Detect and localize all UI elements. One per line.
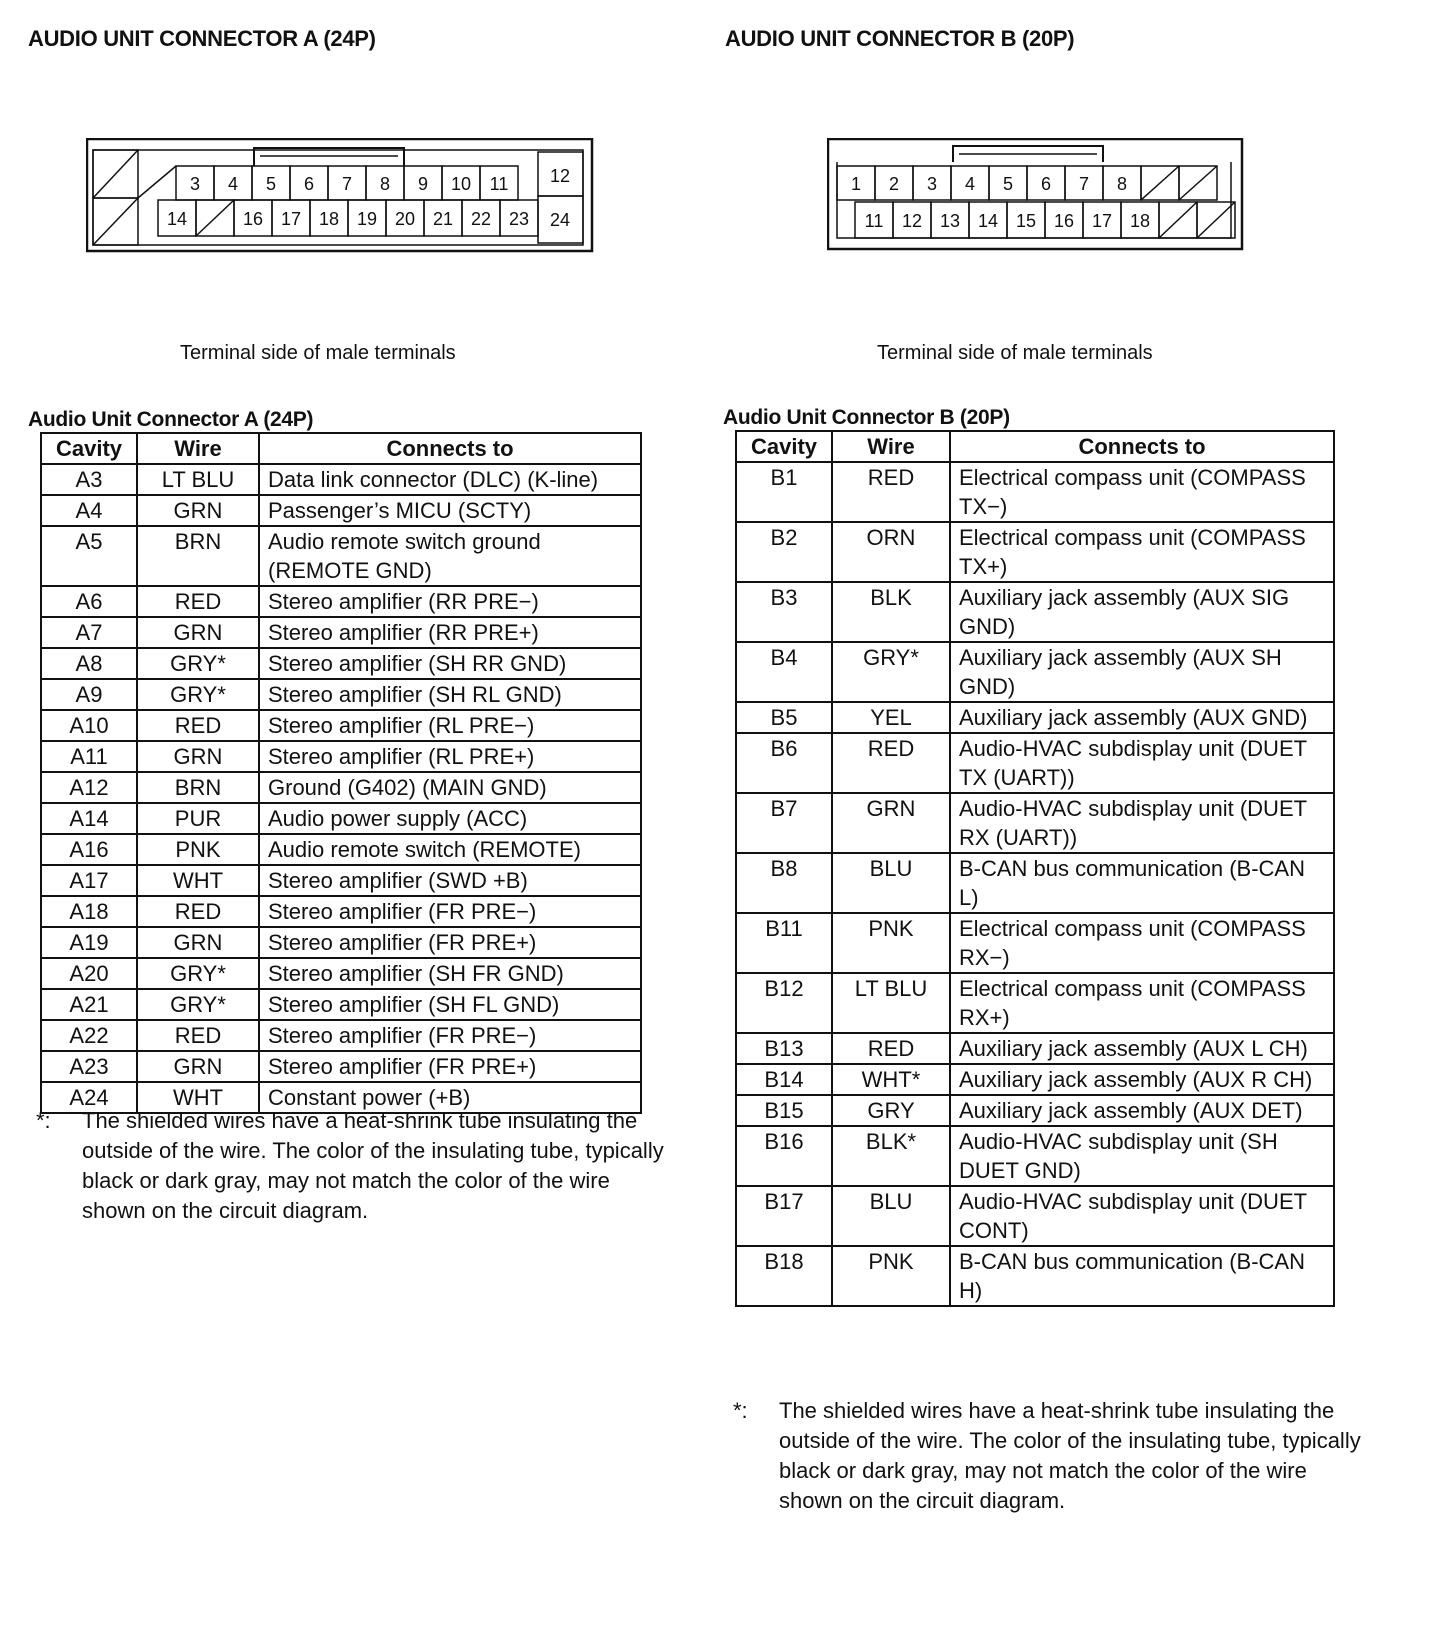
table-row <box>41 1020 641 1051</box>
pin-a12: 12 <box>550 166 571 186</box>
cavity-cell: B6 <box>736 733 832 793</box>
pin-a6: 6 <box>303 174 315 194</box>
cavity-cell: A22 <box>41 1020 137 1051</box>
pin-a10: 10 <box>450 174 472 194</box>
wire-cell: PNK <box>832 1246 950 1306</box>
cavity-cell: B3 <box>736 582 832 642</box>
pin-b15: 15 <box>1015 211 1037 231</box>
table-row <box>736 582 1334 642</box>
wire-cell: GRY <box>832 1095 950 1126</box>
cavity-cell: A9 <box>41 679 137 710</box>
col-connects-to: Connects to <box>950 431 1334 462</box>
wire-cell: RED <box>832 462 950 522</box>
wire-cell: GRN <box>137 617 259 648</box>
pin-a5: 5 <box>265 174 277 194</box>
table-row <box>41 617 641 648</box>
cavity-cell: B18 <box>736 1246 832 1306</box>
wire-cell: GRN <box>832 793 950 853</box>
connects-to-cell: Stereo amplifier (SH RL GND) <box>259 679 641 710</box>
connects-to-cell: Stereo amplifier (SH RR GND) <box>259 648 641 679</box>
connector-a-top-row <box>176 166 518 200</box>
table-row <box>41 896 641 927</box>
cavity-cell: B12 <box>736 973 832 1033</box>
wire-cell: RED <box>137 896 259 927</box>
connects-to-cell: Audio-HVAC subdisplay unit (DUET CONT) <box>950 1186 1334 1246</box>
connects-to-cell: Auxiliary jack assembly (AUX SH GND) <box>950 642 1334 702</box>
pin-a23: 23 <box>508 209 530 229</box>
table-b-title: Audio Unit Connector B (20P) <box>723 406 1010 429</box>
connects-to-cell: Electrical compass unit (COMPASS TX−) <box>950 462 1334 522</box>
connects-to-cell: Auxiliary jack assembly (AUX DET) <box>950 1095 1334 1126</box>
pin-b2: 2 <box>888 174 900 194</box>
connects-to-cell: Stereo amplifier (FR PRE−) <box>259 896 641 927</box>
wire-cell: GRN <box>137 1051 259 1082</box>
cavity-cell: A3 <box>41 464 137 495</box>
cavity-cell: A8 <box>41 648 137 679</box>
pin-b5: 5 <box>1002 174 1014 194</box>
connects-to-cell: Constant power (+B) <box>259 1082 641 1113</box>
pin-a18: 18 <box>318 209 340 229</box>
table-row <box>736 793 1334 853</box>
connector-b-top-row <box>837 166 1217 200</box>
connects-to-cell: Ground (G402) (MAIN GND) <box>259 772 641 803</box>
table-row <box>41 586 641 617</box>
table-row <box>41 865 641 896</box>
connector-b-caption: Terminal side of male terminals <box>877 342 1153 364</box>
table-row <box>41 989 641 1020</box>
wire-cell: GRN <box>137 741 259 772</box>
table-row <box>41 834 641 865</box>
connects-to-cell: B-CAN bus communication (B-CAN H) <box>950 1246 1334 1306</box>
cavity-cell: A18 <box>41 896 137 927</box>
connects-to-cell: Passenger’s MICU (SCTY) <box>259 495 641 526</box>
cavity-cell: B11 <box>736 913 832 973</box>
table-row <box>41 772 641 803</box>
table-row <box>41 958 641 989</box>
pin-b17: 17 <box>1091 211 1113 231</box>
connects-to-cell: Stereo amplifier (RR PRE−) <box>259 586 641 617</box>
wire-cell: BLU <box>832 1186 950 1246</box>
col-wire: Wire <box>137 433 259 464</box>
connector-a-diagram <box>86 138 596 256</box>
wire-cell: RED <box>137 586 259 617</box>
table-row <box>736 642 1334 702</box>
pin-a24: 24 <box>550 210 571 230</box>
connects-to-cell: Stereo amplifier (SWD +B) <box>259 865 641 896</box>
connects-to-cell: B-CAN bus communication (B-CAN L) <box>950 853 1334 913</box>
footnote-b <box>733 1396 1363 1516</box>
pin-b18: 18 <box>1129 211 1151 231</box>
connects-to-cell: Audio remote switch (REMOTE) <box>259 834 641 865</box>
cavity-cell: A19 <box>41 927 137 958</box>
connects-to-cell: Auxiliary jack assembly (AUX SIG GND) <box>950 582 1334 642</box>
cavity-cell: A17 <box>41 865 137 896</box>
wire-cell: LT BLU <box>832 973 950 1033</box>
pin-a20: 20 <box>394 209 416 229</box>
cavity-cell: B4 <box>736 642 832 702</box>
connects-to-cell: Stereo amplifier (RL PRE+) <box>259 741 641 772</box>
pin-b1: 1 <box>850 174 862 194</box>
pin-a21: 21 <box>432 209 454 229</box>
connects-to-cell: Audio-HVAC subdisplay unit (DUET TX (UART)) <box>950 733 1334 793</box>
pin-b11: 11 <box>864 211 884 231</box>
pin-b6: 6 <box>1040 174 1052 194</box>
footnote-b-mark: *: <box>733 1398 748 1423</box>
wire-cell: LT BLU <box>137 464 259 495</box>
table-row <box>41 710 641 741</box>
table-row <box>41 927 641 958</box>
col-connects-to: Connects to <box>259 433 641 464</box>
connector-a-caption: Terminal side of male terminals <box>180 342 456 364</box>
connects-to-cell: Electrical compass unit (COMPASS TX+) <box>950 522 1334 582</box>
col-cavity: Cavity <box>736 431 832 462</box>
cavity-cell: B16 <box>736 1126 832 1186</box>
connects-to-cell: Stereo amplifier (SH FL GND) <box>259 989 641 1020</box>
cavity-cell: B14 <box>736 1064 832 1095</box>
cavity-cell: B1 <box>736 462 832 522</box>
table-row <box>736 522 1334 582</box>
wire-cell: BRN <box>137 526 259 586</box>
table-a-title: Audio Unit Connector A (24P) <box>28 408 314 431</box>
table-row <box>736 853 1334 913</box>
wire-cell: PUR <box>137 803 259 834</box>
cavity-cell: B15 <box>736 1095 832 1126</box>
pin-b8: 8 <box>1116 174 1128 194</box>
cavity-cell: B13 <box>736 1033 832 1064</box>
cavity-cell: A11 <box>41 741 137 772</box>
pin-a14: 14 <box>166 209 188 229</box>
table-row <box>41 464 641 495</box>
table-row <box>736 733 1334 793</box>
wire-cell: BLK* <box>832 1126 950 1186</box>
table-row <box>736 1095 1334 1126</box>
col-cavity: Cavity <box>41 433 137 464</box>
cavity-cell: A14 <box>41 803 137 834</box>
table-row <box>736 973 1334 1033</box>
table-row <box>41 741 641 772</box>
table-row <box>736 702 1334 733</box>
connects-to-cell: Audio remote switch ground (REMOTE GND) <box>259 526 641 586</box>
wire-cell: WHT* <box>832 1064 950 1095</box>
table-row <box>41 648 641 679</box>
table-row <box>41 495 641 526</box>
footnote-b-text: The shielded wires have a heat-shrink tube insulating the outside of the wire. The color of the insulating tube, typically black or dark gray, may not match the color of the wire shown on the circuit diagram. <box>779 1398 1361 1513</box>
connects-to-cell: Stereo amplifier (SH FR GND) <box>259 958 641 989</box>
cavity-cell: A12 <box>41 772 137 803</box>
connects-to-cell: Audio power supply (ACC) <box>259 803 641 834</box>
cavity-cell: B8 <box>736 853 832 913</box>
connects-to-cell: Stereo amplifier (RR PRE+) <box>259 617 641 648</box>
pin-b13: 13 <box>939 211 961 231</box>
wire-cell: GRY* <box>832 642 950 702</box>
cavity-cell: A7 <box>41 617 137 648</box>
connects-to-cell: Electrical compass unit (COMPASS RX+) <box>950 973 1334 1033</box>
pin-a22: 22 <box>470 209 492 229</box>
wire-cell: BRN <box>137 772 259 803</box>
pin-b16: 16 <box>1053 211 1075 231</box>
cavity-cell: A24 <box>41 1082 137 1113</box>
table-a-header <box>41 433 641 464</box>
connects-to-cell: Audio-HVAC subdisplay unit (SH DUET GND) <box>950 1126 1334 1186</box>
table-row <box>41 679 641 710</box>
connector-b-diagram <box>827 138 1245 252</box>
cavity-cell: B5 <box>736 702 832 733</box>
wire-cell: RED <box>832 1033 950 1064</box>
connects-to-cell: Data link connector (DLC) (K-line) <box>259 464 641 495</box>
pin-a4: 4 <box>227 174 239 194</box>
connects-to-cell: Auxiliary jack assembly (AUX GND) <box>950 702 1334 733</box>
connects-to-cell: Stereo amplifier (RL PRE−) <box>259 710 641 741</box>
cavity-cell: B17 <box>736 1186 832 1246</box>
cavity-cell: A23 <box>41 1051 137 1082</box>
wire-cell: RED <box>137 1020 259 1051</box>
cavity-cell: A20 <box>41 958 137 989</box>
connector-a-bottom-row <box>158 200 538 236</box>
footnote-a <box>36 1106 666 1226</box>
wire-cell: BLK <box>832 582 950 642</box>
connects-to-cell: Stereo amplifier (FR PRE+) <box>259 927 641 958</box>
table-row <box>736 1186 1334 1246</box>
pin-b4: 4 <box>964 174 976 194</box>
wire-cell: GRY* <box>137 958 259 989</box>
footnote-a-text: The shielded wires have a heat-shrink tube insulating the outside of the wire. The color of the insulating tube, typically black or dark gray, may not match the color of the wire shown on the circuit diagram. <box>82 1108 664 1223</box>
wire-cell: WHT <box>137 865 259 896</box>
wire-cell: RED <box>832 733 950 793</box>
table-row <box>736 1126 1334 1186</box>
wire-cell: PNK <box>137 834 259 865</box>
pin-a7: 7 <box>341 174 353 194</box>
cavity-cell: A10 <box>41 710 137 741</box>
table-row <box>736 1064 1334 1095</box>
footnote-a-mark: *: <box>36 1108 51 1133</box>
table-row <box>41 803 641 834</box>
wire-cell: GRY* <box>137 679 259 710</box>
pin-a11: 11 <box>489 174 509 194</box>
cavity-cell: B7 <box>736 793 832 853</box>
wire-cell: RED <box>137 710 259 741</box>
cavity-cell: B2 <box>736 522 832 582</box>
wire-cell: WHT <box>137 1082 259 1113</box>
pin-b12: 12 <box>901 211 923 231</box>
cavity-cell: A4 <box>41 495 137 526</box>
table-row <box>736 462 1334 522</box>
cavity-cell: A21 <box>41 989 137 1020</box>
cavity-cell: A16 <box>41 834 137 865</box>
wire-cell: GRY* <box>137 648 259 679</box>
connects-to-cell: Audio-HVAC subdisplay unit (DUET RX (UART)) <box>950 793 1334 853</box>
col-wire: Wire <box>832 431 950 462</box>
pin-a8: 8 <box>379 174 391 194</box>
pin-a3: 3 <box>189 174 201 194</box>
wire-cell: PNK <box>832 913 950 973</box>
wire-cell: BLU <box>832 853 950 913</box>
table-row <box>41 1051 641 1082</box>
pin-a17: 17 <box>280 209 302 229</box>
cavity-cell: A5 <box>41 526 137 586</box>
pin-a9: 9 <box>417 174 429 194</box>
connects-to-cell: Stereo amplifier (FR PRE+) <box>259 1051 641 1082</box>
connector-a-heading: AUDIO UNIT CONNECTOR A (24P) <box>28 26 376 51</box>
table-a <box>40 432 642 1114</box>
connects-to-cell: Auxiliary jack assembly (AUX R CH) <box>950 1064 1334 1095</box>
cavity-cell: A6 <box>41 586 137 617</box>
table-row <box>736 913 1334 973</box>
table-b <box>735 430 1335 1307</box>
table-row <box>41 526 641 586</box>
wire-cell: GRY* <box>137 989 259 1020</box>
connector-b-heading: AUDIO UNIT CONNECTOR B (20P) <box>725 26 1075 51</box>
table-b-header <box>736 431 1334 462</box>
connects-to-cell: Electrical compass unit (COMPASS RX−) <box>950 913 1334 973</box>
pin-b3: 3 <box>926 174 938 194</box>
table-row <box>736 1246 1334 1306</box>
table-row <box>736 1033 1334 1064</box>
wire-cell: GRN <box>137 927 259 958</box>
pin-a19: 19 <box>356 209 378 229</box>
pin-b7: 7 <box>1078 174 1090 194</box>
connects-to-cell: Stereo amplifier (FR PRE−) <box>259 1020 641 1051</box>
wire-cell: GRN <box>137 495 259 526</box>
wire-cell: YEL <box>832 702 950 733</box>
connects-to-cell: Auxiliary jack assembly (AUX L CH) <box>950 1033 1334 1064</box>
wire-cell: ORN <box>832 522 950 582</box>
connector-b-bottom-row <box>855 202 1235 238</box>
pin-b14: 14 <box>977 211 999 231</box>
pin-a16: 16 <box>242 209 264 229</box>
